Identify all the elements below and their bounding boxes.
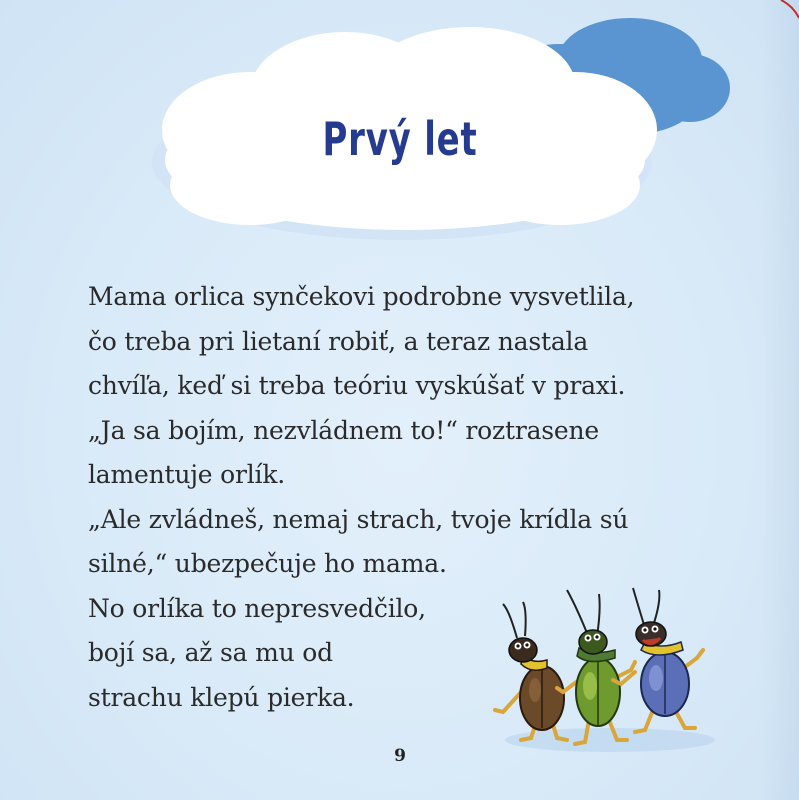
brown-beetle-icon [495, 602, 567, 740]
story-line: chvíľa, keď si treba teóriu vyskúšať v praxi. [88, 371, 626, 400]
story-line: silné,“ ubezpečuje ho mama. [88, 549, 447, 578]
story-line: lamentuje orlík. [88, 460, 286, 489]
story-line: bojí sa, až sa mu od [88, 638, 333, 667]
story-line: strachu klepú pierka. [88, 682, 355, 712]
story-line: čo treba pri lietaní robiť, a teraz nastala [88, 326, 589, 356]
page-title: Prvý let [322, 112, 478, 166]
story-line: Mama orlica synčekovi podrobne vysvetlila, [88, 282, 635, 311]
story-line: „Ja sa bojím, nezvládnem to!“ roztrasene [88, 415, 600, 445]
story-line: „Ale zvládneš, nemaj strach, tvoje krídla sú [88, 504, 629, 534]
blue-beetle-icon [613, 588, 703, 732]
story-line: No orlíka to nepresvedčilo, [88, 593, 426, 623]
page-number: 9 [394, 746, 406, 766]
green-beetle-icon [557, 590, 635, 744]
beetles-illustration [485, 580, 725, 755]
